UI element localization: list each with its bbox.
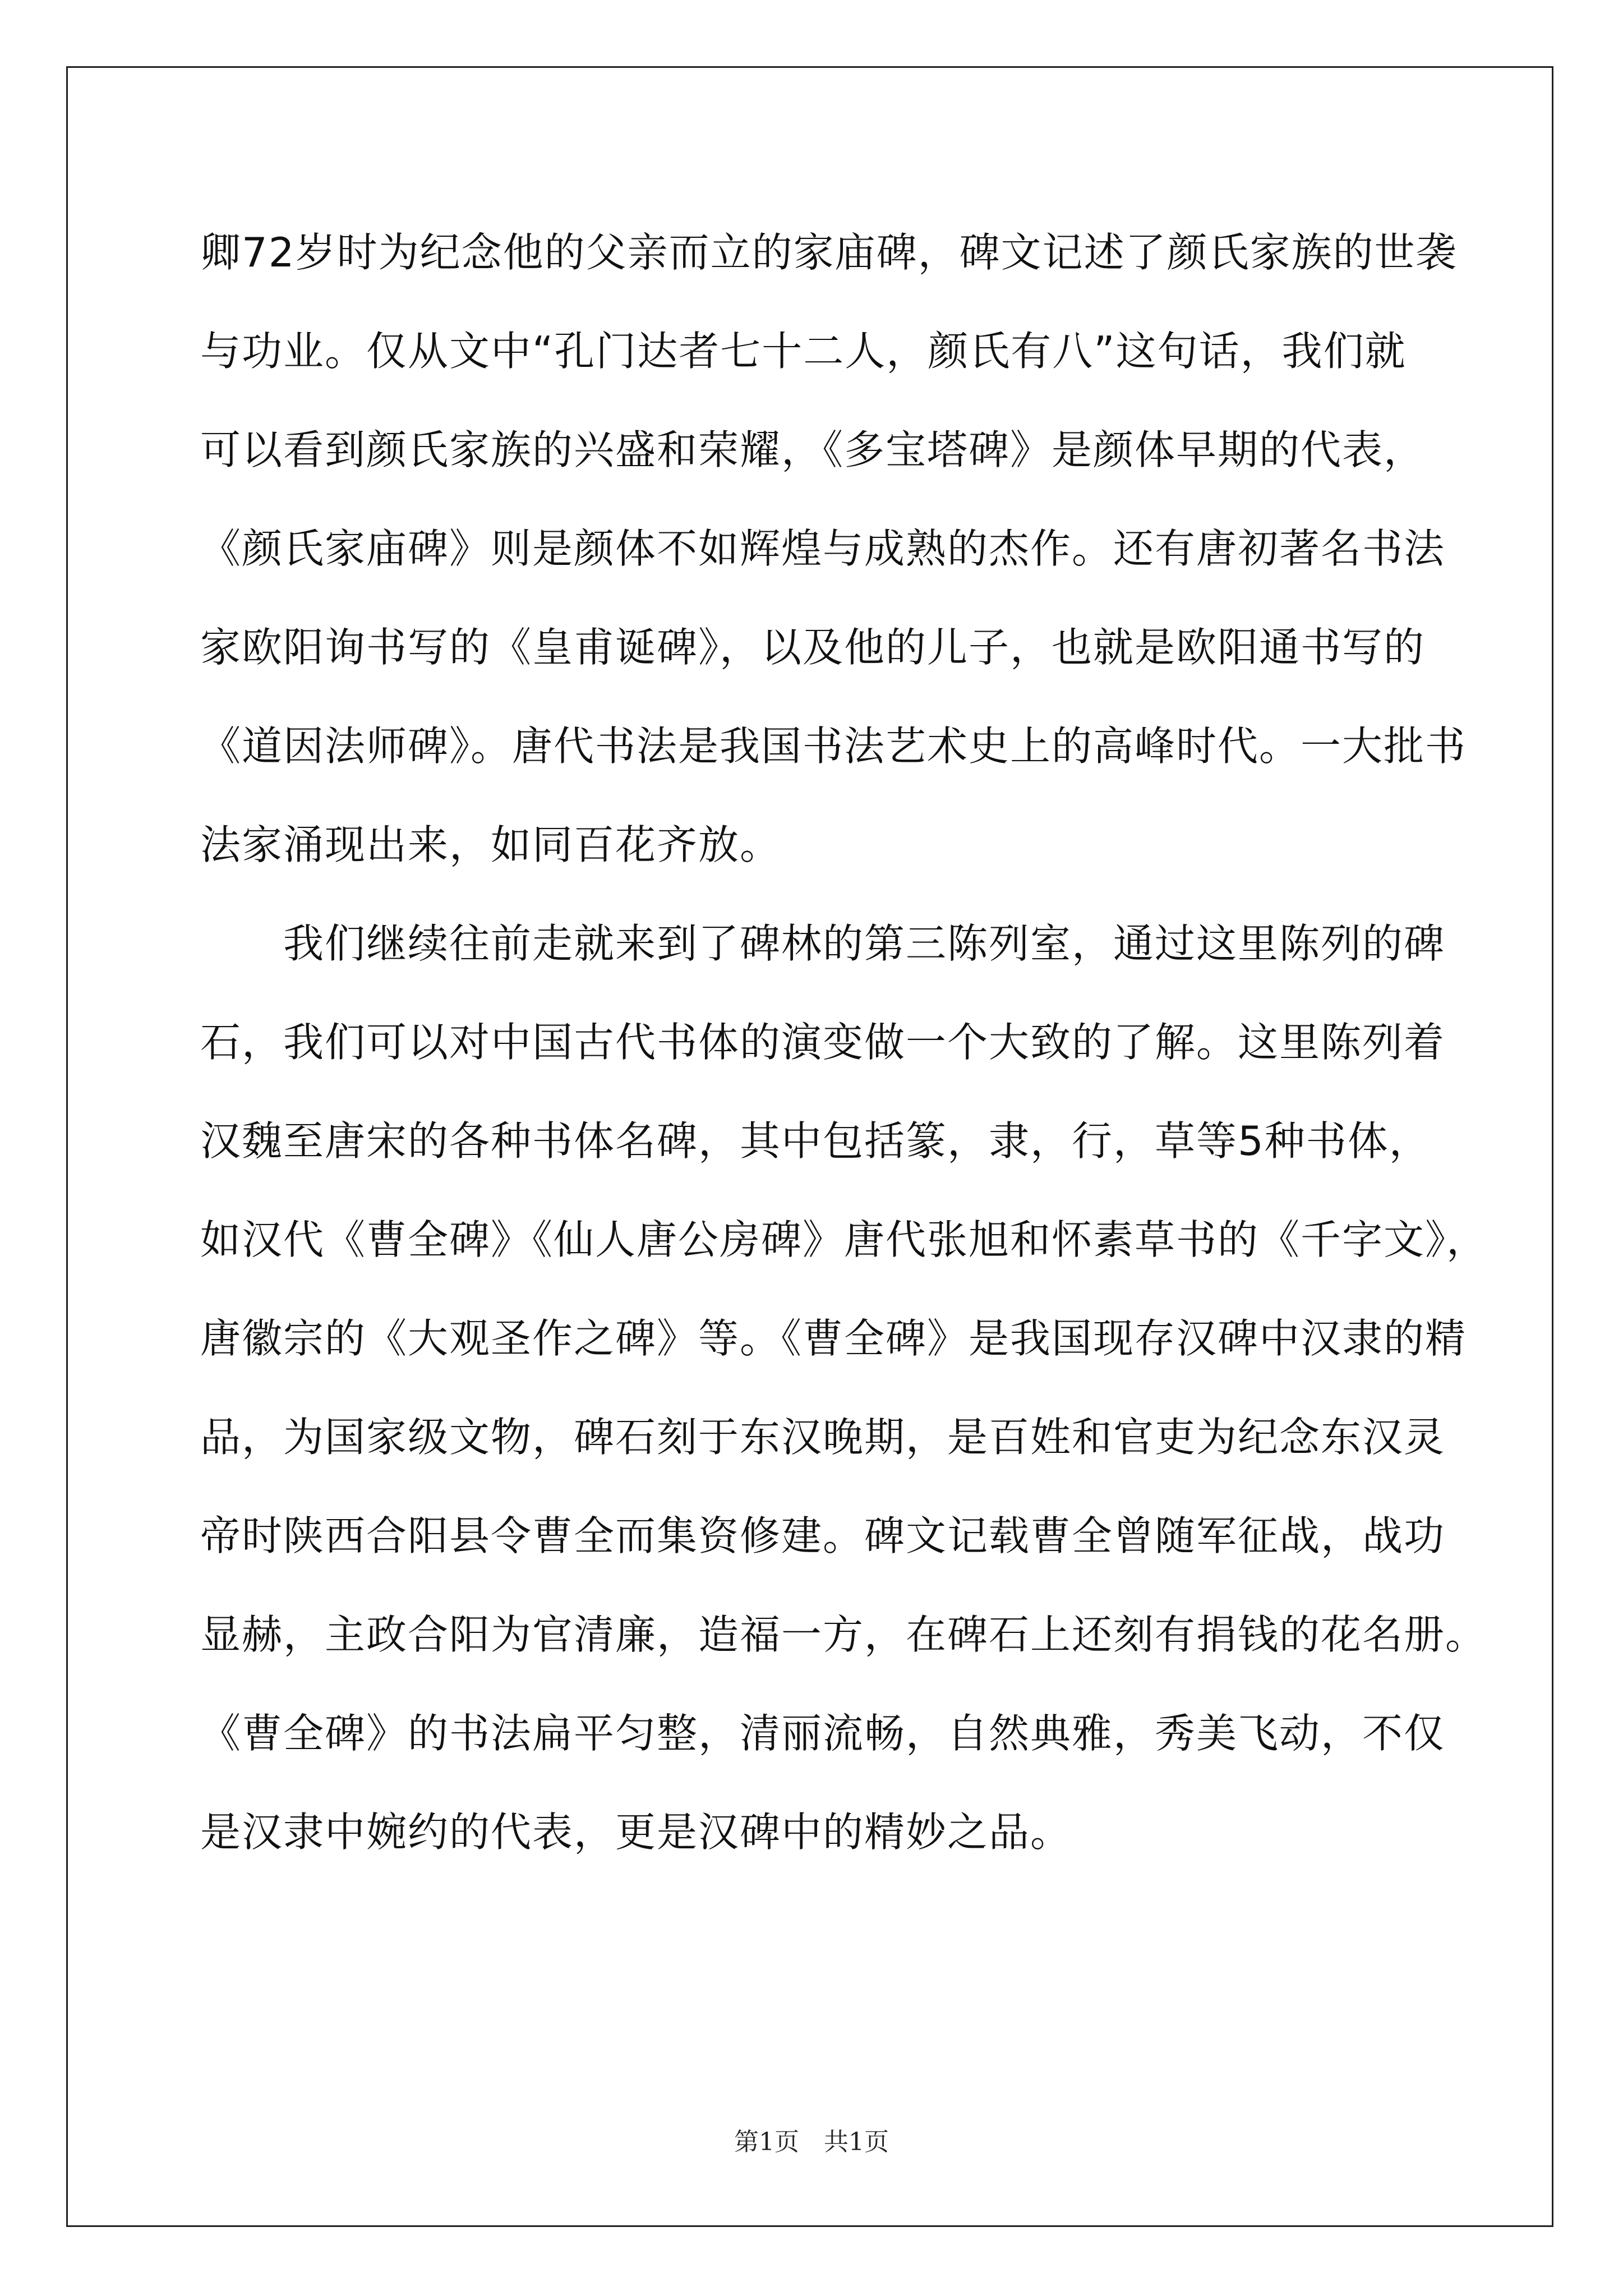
- text-line: 是汉隶中婉约的代表，更是汉碑中的精妙之品。: [200, 1809, 1072, 1856]
- text-line: 家欧阳询书写的《皇甫诞碑》，以及他的儿子，也就是欧阳通书写的: [200, 624, 1426, 671]
- text-line: 法家涌现出来，如同百花齐放。: [200, 821, 782, 868]
- text-line: 石，我们可以对中国古代书体的演变做一个大致的了解。这里陈列着: [200, 1019, 1446, 1066]
- text-line: 《颜氏家庙碑》则是颜体不如辉煌与成熟的杰作。还有唐初著名书法: [200, 525, 1446, 572]
- text-line: 我们继续往前走就来到了碑林的第三陈列室，通过这里陈列的碑: [200, 920, 1446, 967]
- text-line: 《道因法师碑》。唐代书法是我国书法艺术史上的高峰时代。一大批书: [200, 723, 1467, 770]
- text-line: 品，为国家级文物，碑石刻于东汉晚期，是百姓和官吏为纪念东汉灵: [200, 1414, 1446, 1461]
- text-line: 帝时陕西合阳县令曹全而集资修建。碑文记载曹全曾随军征战，战功: [200, 1512, 1446, 1559]
- text-line: 汉魏至唐宋的各种书体名碑，其中包括篆，隶，行，草等5种书体，: [200, 1117, 1431, 1165]
- text-line: 显赫，主政合阳为官清廉，造福一方，在碑石上还刻有捐钱的花名册。: [200, 1611, 1487, 1658]
- text-line: 《曹全碑》的书法扁平匀整，清丽流畅，自然典雅，秀美飞动，不仅: [200, 1710, 1446, 1757]
- document-body: [200, 222, 1488, 1900]
- text-line: 卿72岁时为纪念他的父亲而立的家庙碑，碑文记述了颜氏家族的世袭: [200, 229, 1458, 276]
- text-line: 可以看到颜氏家族的兴盛和荣耀，《多宝塔碑》是颜体早期的代表，: [200, 426, 1426, 473]
- text-line: 与功业。仅从文中“孔门达者七十二人，颜氏有八”这句话，我们就: [200, 328, 1407, 375]
- text-line: 如汉代《曹全碑》《仙人唐公房碑》唐代张旭和怀素草书的《千字文》，: [200, 1216, 1488, 1263]
- page-footer: 第1页 共1页: [734, 2128, 889, 2156]
- text-line: 唐徽宗的《大观圣作之碑》等。《曹全碑》是我国现存汉碑中汉隶的精: [200, 1315, 1467, 1362]
